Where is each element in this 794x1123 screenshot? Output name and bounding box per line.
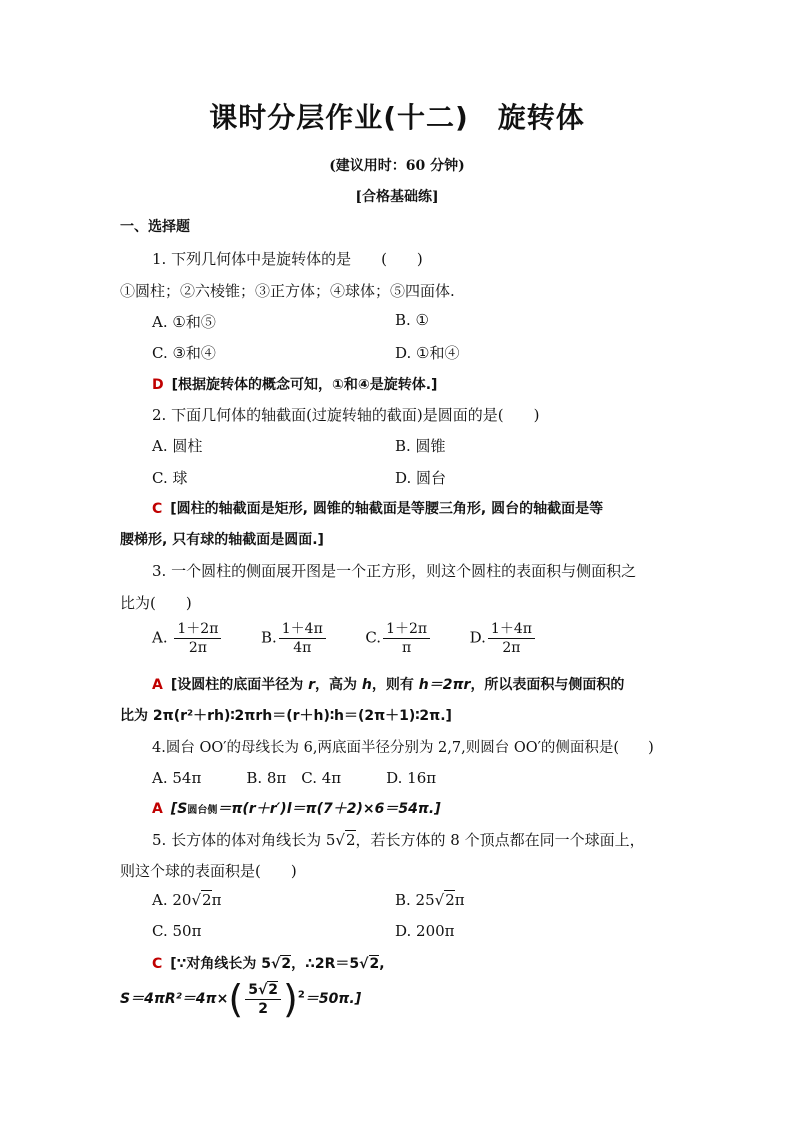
q5-option-b-text: B. 25: [395, 891, 435, 909]
q5-stem-2: 则这个球的表面积是( ): [120, 862, 297, 880]
q3-answer-letter: A: [152, 677, 163, 693]
q3-option-c-frac: [383, 620, 430, 657]
q2-option-a: A. 圆柱: [152, 437, 203, 455]
q3-stem-1: 3. 一个圆柱的侧面展开图是一个正方形，则这个圆柱的表面积与侧面积之: [152, 562, 637, 580]
frac-num: 1＋4π: [488, 620, 535, 639]
frac-den: 2π: [188, 640, 207, 656]
q3-answer-var-h: h: [361, 677, 372, 693]
q3-stem-2: 比为( ): [120, 594, 192, 612]
frac-den: 4π: [293, 640, 312, 656]
q5-answer-radicand: 2: [281, 956, 292, 972]
q5-answer: C [∵对角线长为 5√2，∴2R＝5√2,: [152, 956, 385, 972]
q4-answer-s: [S: [170, 801, 188, 817]
q5-answer-formula: S＝4πR²＝4π×: [120, 991, 229, 1007]
q5-stem-text: 5. 长方体的体对角线长为 5: [152, 831, 336, 849]
frac-num: 1＋2π: [174, 620, 221, 639]
q4-options: A. 54π B. 8π C. 4π D. 16π: [152, 769, 437, 787]
q1-answer-letter: D: [152, 377, 164, 393]
q1-option-d: D. ①和④: [395, 344, 460, 362]
q5-option-b-radicand: 2: [445, 891, 455, 909]
q2-answer-text-1: [圆柱的轴截面是矩形, 圆锥的轴截面是等腰三角形, 圆台的轴截面是等: [170, 501, 604, 517]
q2-answer-letter: C: [152, 501, 163, 517]
q5-option-d: D. 200π: [395, 922, 455, 940]
q5-answer-text: [∵对角线长为 5: [170, 956, 272, 972]
q5-stem-radicand: 2: [345, 831, 356, 849]
q3-answer-part: ，高为: [315, 677, 362, 693]
q1-items: ①圆柱；②六棱锥；③正方体；④球体；⑤四面体.: [120, 282, 455, 300]
left-paren: (: [228, 977, 244, 1021]
q5-option-a: A. 20√2π: [152, 891, 222, 909]
frac-den: 2: [258, 1000, 268, 1017]
q5-answer-letter: C: [152, 956, 163, 972]
q1-option-a: A. ①和⑤: [152, 313, 216, 331]
q5-answer-text: ，∴2R＝5: [291, 956, 360, 972]
q3-answer-part: ，则有: [371, 677, 419, 693]
q3-option-b-label: B.: [260, 628, 277, 647]
right-paren: ): [283, 977, 298, 1021]
q3-answer-part: [设圆柱的底面半径为: [170, 677, 309, 693]
q3-answer: [152, 674, 624, 694]
q4-answer-letter: A: [152, 801, 163, 817]
q5-answer-result: ＝50π.]: [304, 991, 362, 1007]
q3-answer-equation: h＝2πr: [418, 677, 471, 693]
q3-option-c-label: C.: [365, 628, 382, 647]
q5-answer-radicand: 2: [369, 956, 380, 972]
q5-answer-frac: [245, 981, 281, 1018]
q3-option-a-frac: [174, 620, 221, 657]
q5-option-a-text: A. 20: [152, 891, 192, 909]
q5-option-b-text: π: [454, 891, 465, 909]
q5-option-b: B. 25√2π: [395, 891, 465, 909]
suggested-time: (建议用时：60 分钟): [329, 158, 465, 174]
q3-options: [152, 620, 537, 657]
frac-num: 1＋2π: [383, 620, 430, 639]
q5-option-a-text: π: [211, 891, 222, 909]
level-label: [合格基础练]: [355, 189, 439, 205]
frac-num: 5√2: [245, 981, 281, 1000]
q5-stem-1: 5. 长方体的体对角线长为 5√2，若长方体的 8 个顶点都在同一个球面上，: [152, 831, 645, 849]
q5-option-a-radicand: 2: [202, 891, 212, 909]
frac-den: 2π: [502, 640, 521, 656]
frac-num-coef: 5: [248, 981, 258, 998]
q1-option-c: C. ③和④: [152, 344, 216, 362]
exponent: 2: [297, 989, 305, 1001]
section-heading: 一、选择题: [120, 219, 190, 235]
q2-answer: [152, 498, 603, 518]
q2-stem: 2. 下面几何体的轴截面(过旋转轴的截面)是圆面的是( ): [152, 406, 540, 424]
q3-option-a-label: A.: [152, 628, 168, 647]
q5-stem-text: ，若长方体的 8 个顶点都在同一个球面上，: [355, 831, 645, 849]
q5-answer-text: ,: [379, 956, 385, 972]
q5-answer-line-2: [120, 977, 362, 1021]
q1-answer-text: [根据旋转体的概念可知，①和④是旋转体.]: [171, 377, 438, 393]
q2-option-d: D. 圆台: [395, 469, 447, 487]
q4-answer: [152, 798, 441, 818]
q3-answer-line-2: 比为 2π(r²＋rh)∶2πrh＝(r＋h)∶h＝(2π＋1)∶2π.]: [120, 708, 452, 724]
q5-option-c: C. 50π: [152, 922, 202, 940]
page-title: 课时分层作业(十二) 旋转体: [209, 101, 585, 134]
q2-answer-text-2: 腰梯形, 只有球的轴截面是圆面.]: [120, 532, 324, 548]
q1-answer: [152, 374, 437, 394]
frac-num-radicand: 2: [268, 981, 279, 998]
q1-option-b: B. ①: [395, 311, 430, 329]
q3-answer-part: ，所以表面积与侧面积的: [470, 677, 625, 693]
q1-stem: 1. 下列几何体中是旋转体的是 ( ): [152, 250, 423, 268]
q4-answer-subscript: 圆台侧: [187, 805, 218, 816]
q3-option-d-frac: [488, 620, 535, 657]
q4-answer-formula: ＝π(r＋r′)l＝π(7＋2)×6＝54π.]: [217, 801, 441, 817]
frac-den: π: [401, 640, 412, 656]
q2-option-b: B. 圆锥: [395, 437, 446, 455]
q3-option-b-frac: [279, 620, 326, 657]
q3-option-d-label: D.: [469, 628, 486, 647]
q3-answer-var-r: r: [308, 677, 316, 693]
frac-num: 1＋4π: [279, 620, 326, 639]
q2-option-c: C. 球: [152, 469, 188, 487]
q4-stem: 4.圆台 OO′的母线长为 6,两底面半径分别为 2,7,则圆台 OO′的侧面积是( ): [152, 740, 654, 756]
